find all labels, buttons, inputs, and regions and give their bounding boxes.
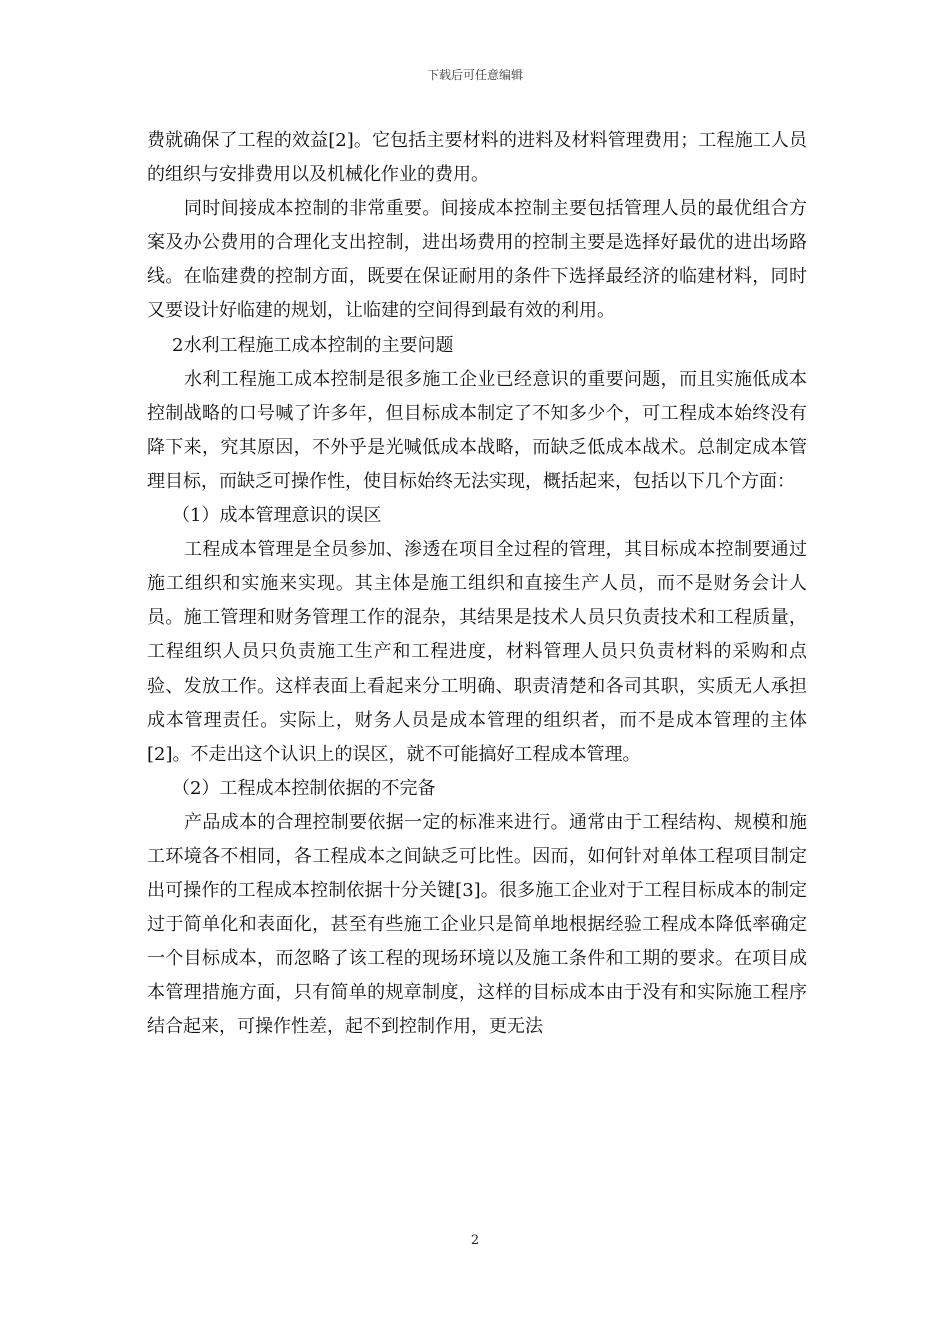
page-number: 2	[470, 1233, 480, 1248]
paragraph-3: 水利工程施工成本控制是很多施工企业已经意识的重要问题，而且实施低成本控制战略的口号喊了许多年，但目标成本制定了不知多少个，可工程成本始终没有降下来，究其原因，不外乎是光喊低成本战略，而缺乏低成本战术。总制定成本管理目标，而缺乏可操作性，使目标始终无法实现，概括起来，包括以下几个方面：	[147, 368, 807, 492]
subsection-heading-2: （2）工程成本控制依据的不完备	[172, 777, 436, 799]
paragraph-4: 工程成本管理是全员参加、渗透在项目全过程的管理，其目标成本控制要通过施工组织和实施来实现。其主体是施工组织和直接生产人员，而不是财务会计人员。施工管理和财务管理工作的混杂，其结果是技术人员只负责技术和工程质量，工程组织人员只负责施工生产和工程进度，材料管理人员只负责材料的采购和点验、发放工作。这样表面上看起来分工明确、职责清楚和各司其职，实质无人承担成本管理责任。实际上，财务人员是成本管理的组织者，而不是成本管理的主体[2]。不走出这个认识上的误区，就不可能搞好工程成本管理。	[147, 539, 807, 765]
subsection-heading-1: （1）成本管理意识的误区	[172, 505, 382, 527]
paragraph-1: 费就确保了工程的效益[2]。它包括主要材料的进料及材料管理费用；工程施工人员的组织与安排费用以及机械化作业的费用。	[147, 130, 807, 186]
paragraph-2: 同时间接成本控制的非常重要。间接成本控制主要包括管理人员的最优组合方案及办公费用的合理化支出控制，进出场费用的控制主要是选择好最优的进出场路线。在临建费的控制方面，既要在保证耐用的条件下选择最经济的临建材料，同时又要设计好临建的规划，让临建的空间得到最有效的利用。	[147, 198, 807, 322]
section-heading-2: 2水利工程施工成本控制的主要问题	[172, 334, 454, 356]
page-header: 下载后可任意编辑	[426, 68, 523, 82]
paragraph-5: 产品成本的合理控制要依据一定的标准来进行。通常由于工程结构、规模和施工环境各不相同，各工程成本之间缺乏可比性。因而，如何针对单体工程项目制定出可操作的工程成本控制依据十分关键[3]。很多施工企业对于工程目标成本的制定过于简单化和表面化，甚至有些施工企业只是简单地根据经验工程成本降低率确定一个目标成本，而忽略了该工程的现场环境以及施工条件和工期的要求。在项目成本管理措施方面，只有简单的规章制度，这样的目标成本由于没有和实际施工程序结合起来，可操作性差，起不到控制作用，更无法	[147, 811, 807, 1038]
document-body	[147, 124, 807, 1045]
